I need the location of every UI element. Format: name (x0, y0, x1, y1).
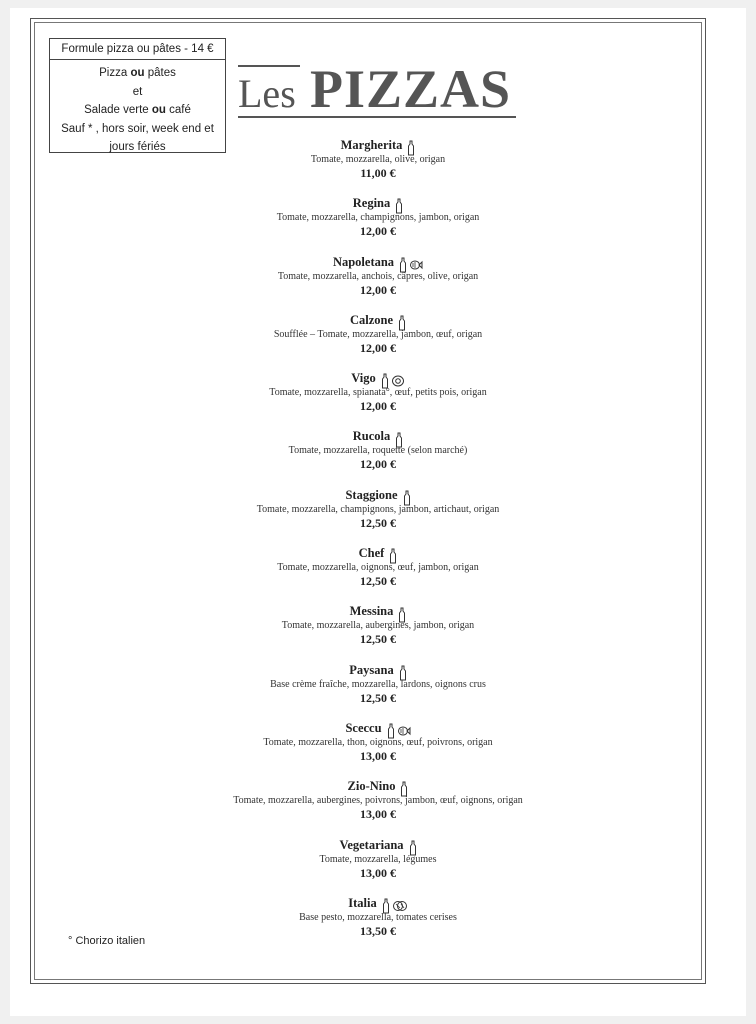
pizza-name-text: Paysana (349, 662, 394, 677)
formula-body (50, 60, 225, 157)
pizza-price: 12,50 € (360, 515, 396, 530)
pizza-description: Tomate, mozzarella, légumes (319, 853, 437, 865)
bottle-icon (389, 548, 397, 562)
pizza-description: Tomate, mozzarella, olive, origan (310, 154, 446, 165)
pizza-name (200, 720, 556, 736)
bottle-icon (395, 198, 403, 212)
pizza-name (200, 195, 556, 211)
bottle-icon (398, 315, 406, 329)
bottle-icon (409, 840, 417, 854)
pizza-name (200, 662, 556, 678)
formula-box (49, 38, 226, 153)
pizza-name-text: Rucola (352, 429, 391, 444)
fish-icon (397, 723, 411, 737)
pizza-description: Tomate, mozzarella, champignons, jambon, origan (276, 212, 480, 224)
pizza-name (200, 778, 556, 794)
pizza-price: 12,50 € (360, 690, 396, 705)
pizza-item (200, 195, 556, 253)
pizza-name-text: Chef (358, 546, 385, 561)
pizza-price: 13,00 € (360, 865, 396, 880)
pizza-item (200, 428, 556, 486)
pizza-name-text: Calzone (349, 312, 394, 327)
pizza-price: 13,50 € (360, 923, 396, 938)
pizza-item (200, 487, 556, 545)
pizza-list (200, 137, 556, 953)
title-rule (238, 116, 516, 118)
pizza-price: 12,00 € (360, 282, 396, 297)
footnote: ° Chorizo italien (68, 935, 146, 947)
fish-icon (409, 257, 423, 271)
formula-text: Pizza (99, 67, 131, 79)
bottle-icon (403, 490, 411, 504)
formula-text: Salade verte (84, 104, 152, 116)
pizza-item (200, 545, 556, 603)
pizza-price: 12,00 € (360, 457, 396, 472)
pizza-name-text: Italia (348, 895, 377, 910)
formula-line-3 (50, 101, 225, 120)
nut-icon (392, 898, 408, 912)
pizza-item (200, 312, 556, 370)
title-rule (238, 65, 300, 67)
bottle-icon (407, 140, 415, 154)
pizza-item (200, 895, 556, 953)
pizza-name-text: Zio-Nino (347, 779, 396, 794)
egg-icon (391, 373, 405, 387)
bottle-icon (382, 898, 390, 912)
pizza-description: Base pesto, mozzarella, tomates cerises (299, 911, 457, 923)
bottle-icon (398, 606, 406, 620)
pizza-name (200, 370, 556, 386)
pizza-description: Tomate, mozzarella, oignons, œuf, jambon, origan (277, 562, 479, 574)
pizza-item (200, 837, 556, 895)
pizza-name-text: Messina (349, 604, 394, 619)
pizza-name (200, 137, 556, 153)
pizza-item (200, 137, 556, 195)
bottle-icon (399, 665, 407, 679)
pizza-name (200, 487, 556, 503)
formula-or: ou (130, 67, 145, 79)
pizza-description: Tomate, mozzarella, champignons, jambon, artichaut, origan (256, 503, 500, 515)
pizza-name (200, 254, 556, 270)
pizza-name (200, 837, 556, 853)
pizza-description: Tomate, mozzarella, anchois, câpres, olive, origan (277, 270, 479, 282)
pizza-item (200, 662, 556, 720)
formula-line-2: et (132, 85, 143, 98)
bottle-icon (381, 373, 389, 387)
pizza-name (200, 545, 556, 561)
pizza-price: 12,50 € (360, 574, 396, 589)
pizza-name-text: Vegetariana (339, 837, 404, 852)
pizza-price: 13,00 € (360, 807, 396, 822)
pizza-price: 12,00 € (360, 224, 396, 239)
pizza-description: Tomate, mozzarella, aubergines, poivrons, jambon, œuf, oignons, origan (233, 795, 523, 807)
pizza-name-text: Staggione (345, 487, 398, 502)
bottle-icon (400, 781, 408, 795)
title-pizzas: PIZZAS (310, 59, 512, 119)
pizza-name (200, 312, 556, 328)
formula-text: café (165, 104, 191, 116)
pizza-item (200, 254, 556, 312)
pizza-name-text: Margherita (340, 138, 403, 152)
pizza-description: Tomate, mozzarella, spianata°, œuf, petits pois, origan (269, 387, 487, 399)
formula-line-5: jours fériés (109, 141, 166, 153)
pizza-price: 12,00 € (360, 340, 396, 355)
pizza-item (200, 720, 556, 778)
pizza-price: 12,00 € (360, 399, 396, 414)
pizza-name-text: Vigo (351, 371, 376, 386)
page-title (238, 58, 548, 124)
pizza-description: Tomate, mozzarella, roquette (selon marché) (288, 445, 468, 457)
pizza-name (200, 428, 556, 444)
pizza-description: Tomate, mozzarella, thon, oignons, œuf, poivrons, origan (263, 736, 493, 748)
bottle-icon (387, 723, 395, 737)
pizza-price: 11,00 € (360, 166, 396, 180)
formula-header: Formule pizza ou pâtes - 14 € (50, 39, 225, 60)
pizza-item (200, 603, 556, 661)
pizza-name-text: Sceccu (345, 720, 382, 735)
bottle-icon (395, 431, 403, 445)
pizza-item (200, 370, 556, 428)
formula-line-4: Sauf * , hors soir, week end et (61, 122, 214, 135)
bottle-icon (399, 257, 407, 271)
pizza-name (200, 603, 556, 619)
pizza-description: Soufflée – Tomate, mozzarella, jambon, œuf, origan (273, 328, 483, 340)
pizza-item (200, 778, 556, 836)
formula-line-1 (50, 64, 225, 83)
formula-or: ou (151, 104, 166, 116)
pizza-name (200, 895, 556, 911)
pizza-description: Tomate, mozzarella, aubergines, jambon, origan (281, 620, 475, 632)
title-les: Les (238, 71, 296, 116)
pizza-name-text: Napoletana (332, 254, 395, 269)
pizza-price: 12,50 € (360, 632, 396, 647)
pizza-price: 13,00 € (360, 748, 396, 763)
formula-text: pâtes (144, 67, 176, 79)
pizza-name-text: Regina (352, 196, 391, 211)
pizza-description: Base crème fraîche, mozzarella, lardons, oignons crus (270, 678, 486, 690)
